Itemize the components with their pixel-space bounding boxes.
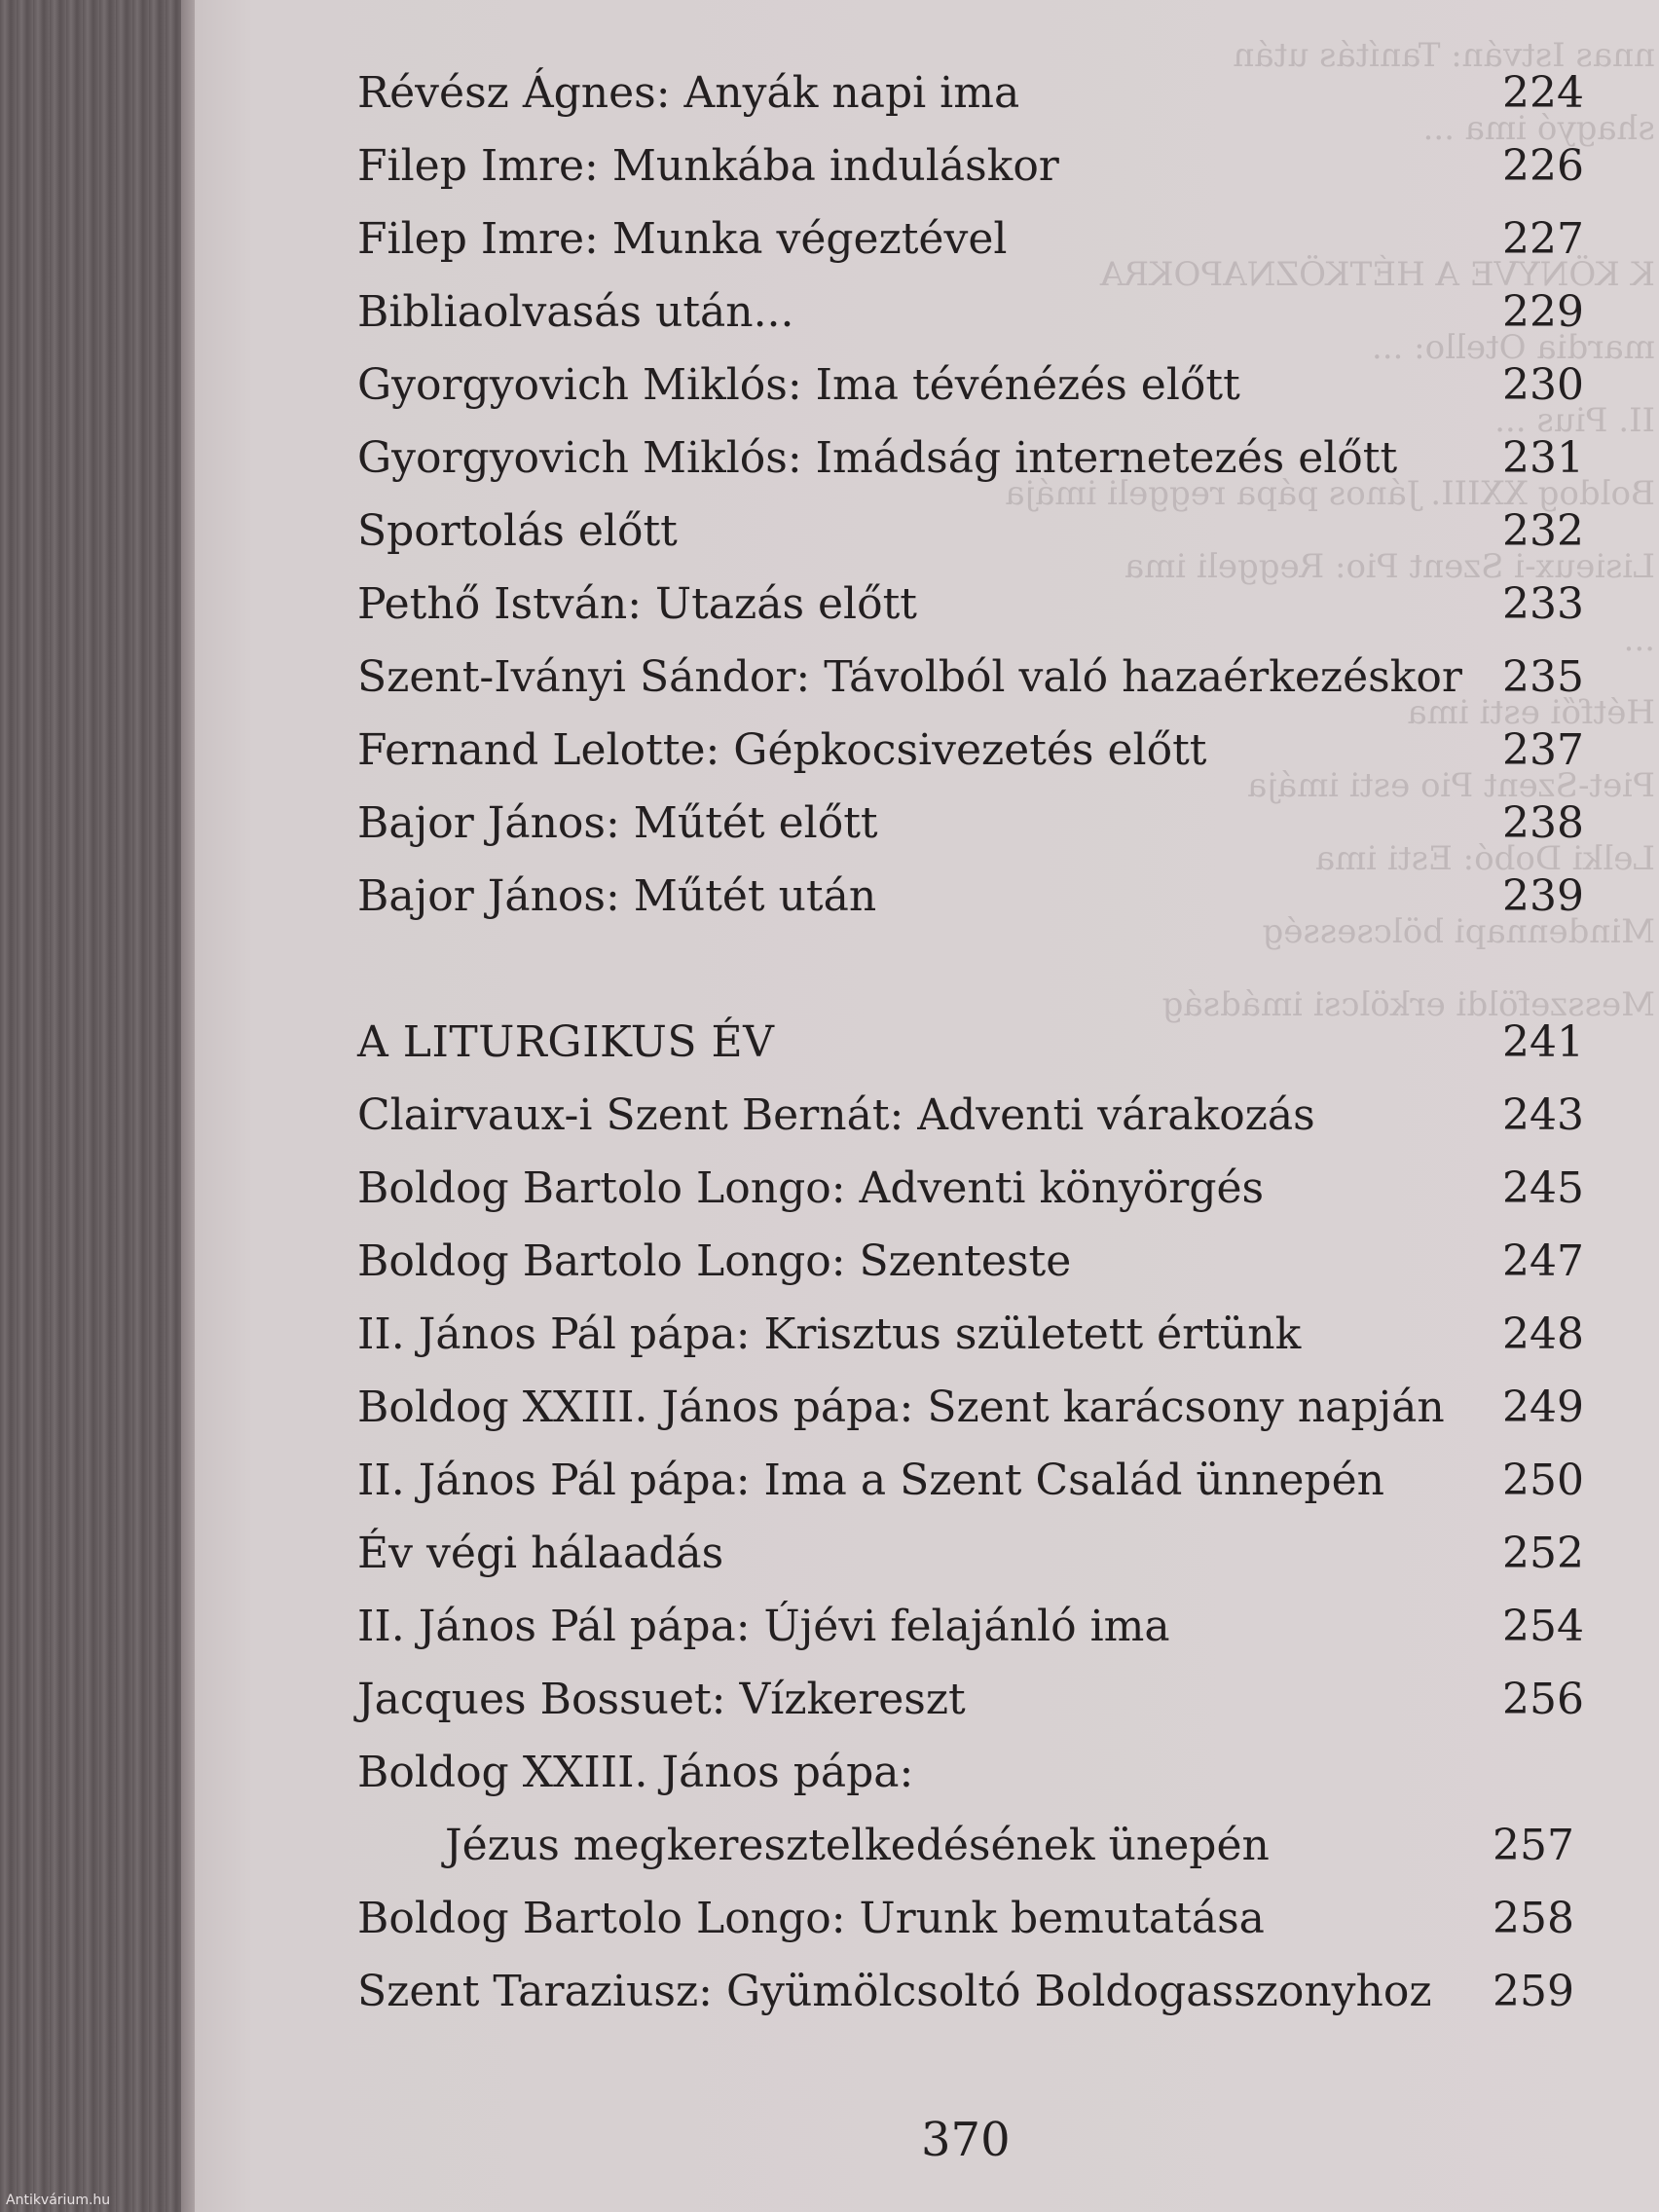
toc-entry-page: 237: [1502, 725, 1584, 775]
toc-entry-title: Fernand Lelotte: Gépkocsivezetés előtt: [357, 725, 1207, 775]
toc-entry-page: 259: [1493, 1967, 1574, 2016]
table-of-contents: [357, 56, 1584, 2028]
toc-entry: [357, 495, 1584, 568]
page-number: 370: [921, 2113, 1011, 2167]
toc-entry-title: Filep Imre: Munka végeztével: [357, 214, 1008, 264]
toc-entry-title-continued: Jézus megkeresztelkedésének ünepén: [445, 1821, 1270, 1870]
toc-entry-page: 250: [1502, 1456, 1584, 1505]
toc-entry-page: 249: [1502, 1382, 1584, 1432]
toc-entry: [357, 1298, 1584, 1371]
toc-entry-title: II. János Pál pápa: Újévi felajánló ima: [357, 1602, 1170, 1651]
toc-entry: [357, 568, 1584, 641]
toc-entry: [357, 56, 1584, 129]
toc-entry: [357, 1955, 1584, 2028]
section-spacer: [357, 933, 1584, 1006]
toc-entry-title: Év végi hálaadás: [357, 1529, 724, 1578]
toc-entry-page: 248: [1502, 1309, 1584, 1359]
toc-entry-title: Boldog Bartolo Longo: Urunk bemutatása: [357, 1894, 1265, 1943]
toc-entry-title: Gyorgyovich Miklós: Ima tévénézés előtt: [357, 360, 1240, 410]
toc-entry-title: II. János Pál pápa: Ima a Szent Család ünnepén: [357, 1456, 1384, 1505]
toc-entry-title: Szent-Iványi Sándor: Távolból való hazaérkezéskor: [357, 652, 1462, 702]
toc-entry-title: Boldog XXIII. János pápa: Szent karácsony napján: [357, 1382, 1445, 1432]
toc-entry-page: 229: [1502, 287, 1584, 337]
toc-entry-title: Boldog XXIII. János pápa:: [357, 1748, 914, 1797]
toc-entry: [357, 860, 1584, 933]
toc-entry: [357, 787, 1584, 860]
toc-entry: [357, 1371, 1584, 1444]
toc-entry-page: 258: [1493, 1894, 1574, 1943]
toc-entry: [357, 1152, 1584, 1225]
toc-entry-page: 257: [1493, 1821, 1574, 1870]
toc-entry: [357, 203, 1584, 276]
toc-entry-page: 224: [1502, 68, 1584, 118]
toc-entry-title: II. János Pál pápa: Krisztus született értünk: [357, 1309, 1302, 1359]
toc-entry-page: 235: [1502, 652, 1584, 702]
toc-entry: [357, 276, 1584, 349]
toc-entry: [357, 422, 1584, 495]
toc-entry-continuation: [357, 1809, 1584, 1882]
toc-entry-title: Bibliaolvasás után...: [357, 287, 794, 337]
toc-entry: [357, 1590, 1584, 1663]
toc-entry: [357, 1517, 1584, 1590]
toc-entry-page: 247: [1502, 1236, 1584, 1286]
toc-entry-page: 239: [1502, 871, 1584, 921]
toc-entry-title: Boldog Bartolo Longo: Adventi könyörgés: [357, 1163, 1265, 1213]
toc-entry-title: Jacques Bossuet: Vízkereszt: [357, 1675, 966, 1724]
toc-entry-page: 227: [1502, 214, 1584, 264]
show-through-text: nnas István: Tanítás után shagyó ima ... K KÖNYVE A HÉTKÖZNAPOKRA mardia Otello: ... II. Pius ... Boldog XXIII. János pápa reggeli imája Lisieux-i Szent Pio: Reggeli ima ... Hétfői esti ima Piet-Szent Pio esti imája Lelki Dobó: Esti ima Mindennapi bölcsesség Messzeföldi erkölcsi imádság: [1005, 36, 1655, 1024]
toc-entry-title: Boldog Bartolo Longo: Szenteste: [357, 1236, 1072, 1286]
toc-entry-page: 238: [1502, 798, 1584, 848]
toc-entry-title: Révész Ágnes: Anyák napi ima: [357, 68, 1020, 118]
section-heading-page: 241: [1502, 1017, 1584, 1067]
toc-entry-title: Bajor János: Műtét előtt: [357, 798, 878, 848]
toc-entry-title: Sportolás előtt: [357, 506, 678, 556]
toc-entry: [357, 349, 1584, 422]
toc-entry-title: Gyorgyovich Miklós: Imádság internetezés előtt: [357, 433, 1398, 483]
toc-entry-page: 256: [1502, 1675, 1584, 1724]
toc-section-heading: [357, 1006, 1584, 1079]
toc-entry-page: 233: [1502, 579, 1584, 629]
toc-entry: [357, 129, 1584, 203]
toc-entry-title: Bajor János: Műtét után: [357, 871, 877, 921]
toc-entry-page: 252: [1502, 1529, 1584, 1578]
toc-entry-page: 230: [1502, 360, 1584, 410]
book-spine: [0, 0, 195, 2212]
toc-entry-title: Szent Taraziusz: Gyümölcsoltó Boldogasszonyhoz: [357, 1967, 1432, 2016]
toc-entry-page: 243: [1502, 1090, 1584, 1140]
toc-entry: [357, 714, 1584, 787]
toc-entry-line1: [357, 1736, 1584, 1809]
toc-entry: [357, 1663, 1584, 1736]
toc-entry-title: Pethő István: Utazás előtt: [357, 579, 917, 629]
toc-entry-page: 231: [1502, 433, 1584, 483]
toc-entry: [357, 1225, 1584, 1298]
toc-entry: [357, 1444, 1584, 1517]
site-watermark: Antikvárium.hu: [6, 2193, 111, 2208]
section-heading-title: A LITURGIKUS ÉV: [357, 1017, 775, 1067]
toc-entry-page: 254: [1502, 1602, 1584, 1651]
toc-entry-page: 245: [1502, 1163, 1584, 1213]
toc-entry-title: Filep Imre: Munkába induláskor: [357, 141, 1059, 191]
toc-entry-page: 226: [1502, 141, 1584, 191]
toc-entry-title: Clairvaux-i Szent Bernát: Adventi várakozás: [357, 1090, 1315, 1140]
toc-entry-page: 232: [1502, 506, 1584, 556]
toc-entry: [357, 1882, 1584, 1955]
toc-entry: [357, 1079, 1584, 1152]
toc-entry: [357, 641, 1584, 714]
